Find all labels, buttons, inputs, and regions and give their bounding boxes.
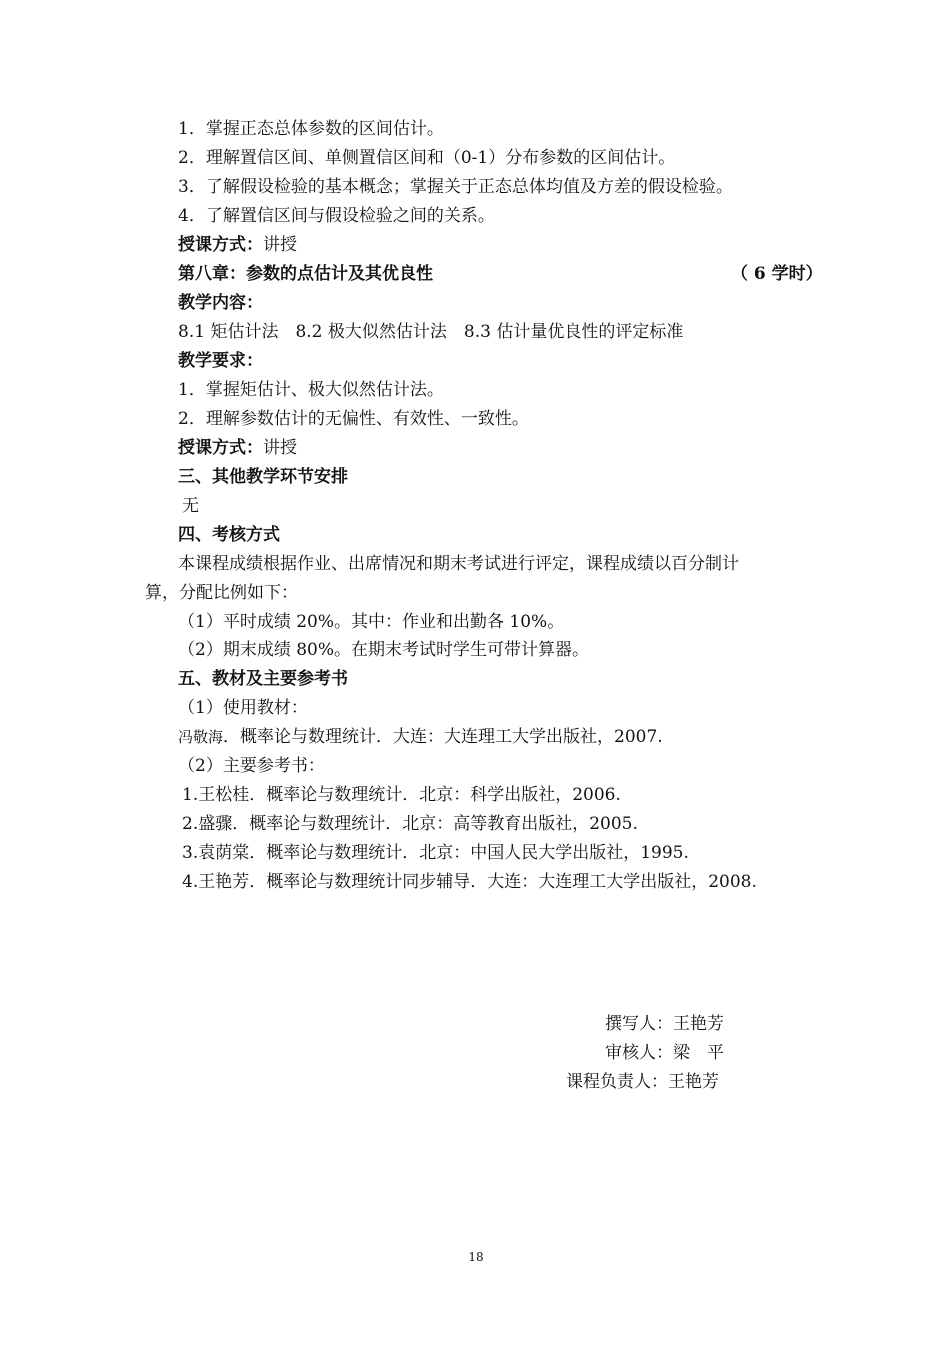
section4-para-line1: 本课程成绩根据作业、出席情况和期末考试进行评定，课程成绩以百分制计 [178, 554, 739, 574]
reference-1: 1.王松桂．概率论与数理统计．北京：科学出版社，2006. [182, 785, 621, 805]
references-label: （2）主要参考书： [178, 756, 325, 776]
reference-3: 3.袁荫棠．概率论与数理统计．北京：中国人民大学出版社，1995. [182, 843, 689, 863]
textbook-entry [178, 726, 663, 748]
page-number: 18 [468, 1250, 484, 1264]
content-text: 8.1 矩估计法 8.2 极大似然估计法 8.3 估计量优良性的评定标准 [178, 322, 684, 342]
signature-writer: 撰写人：王艳芳 [605, 1014, 724, 1034]
signature-reviewer: 审核人：梁 平 [605, 1043, 724, 1063]
upper-teaching-method [178, 234, 297, 256]
upper-item-3: 3．了解假设检验的基本概念；掌握关于正态总体均值及方差的假设检验。 [178, 177, 733, 197]
chapter-teaching-method [178, 437, 297, 459]
method-value: 讲授 [263, 438, 297, 458]
section3-body: 无 [182, 496, 199, 516]
section4-item-2: （2）期末成绩 80%。在期末考试时学生可带计算器。 [178, 640, 590, 660]
requirement-1: 1．掌握矩估计、极大似然估计法。 [178, 380, 444, 400]
section3-title: 三、其他教学环节安排 [178, 467, 348, 487]
section4-title: 四、考核方式 [178, 525, 280, 545]
upper-item-1: 1．掌握正态总体参数的区间估计。 [178, 119, 444, 139]
signature-owner: 课程负责人：王艳芳 [566, 1072, 719, 1092]
textbook-label: （1）使用教材： [178, 698, 308, 718]
method-value: 讲授 [263, 235, 297, 255]
textbook-author: 冯敬海 [178, 728, 224, 746]
chapter-title: 第八章：参数的点估计及其优良性 [178, 264, 433, 284]
content-label: 教学内容： [178, 293, 263, 313]
reference-2: 2.盛骤．概率论与数理统计．北京：高等教育出版社，2005. [182, 814, 638, 834]
reference-4: 4.王艳芳．概率论与数理统计同步辅导．大连：大连理工大学出版社，2008. [182, 872, 757, 892]
section4-item-1: （1）平时成绩 20%。其中：作业和出勤各 10%。 [178, 612, 565, 632]
upper-item-2: 2．理解置信区间、单侧置信区间和（0-1）分布参数的区间估计。 [178, 148, 676, 168]
method-label: 授课方式： [178, 438, 263, 458]
requirement-2: 2．理解参数估计的无偏性、有效性、一致性。 [178, 409, 529, 429]
section4-para-line2: 算，分配比例如下： [145, 583, 298, 603]
textbook-details: ．概率论与数理统计．大连：大连理工大学出版社，2007. [223, 727, 663, 747]
chapter-hours: （ 6 学时） [731, 264, 823, 284]
upper-item-4: 4．了解置信区间与假设检验之间的关系。 [178, 206, 495, 226]
requirements-label: 教学要求： [178, 351, 263, 371]
section5-title: 五、教材及主要参考书 [178, 669, 348, 689]
method-label: 授课方式： [178, 235, 263, 255]
